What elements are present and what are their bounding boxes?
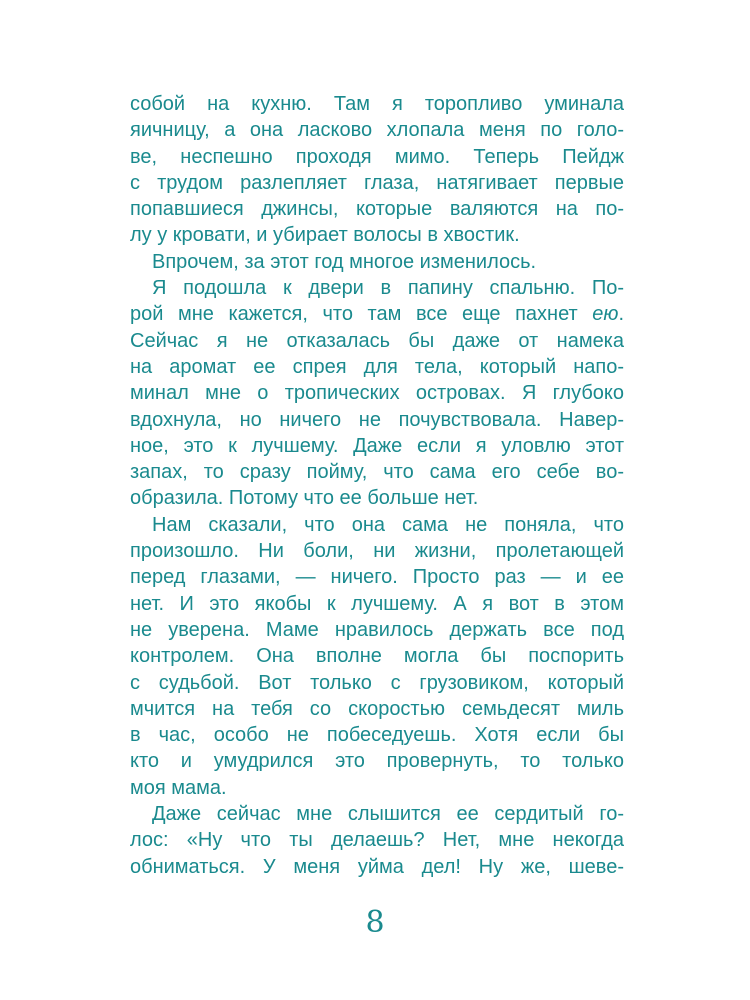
text-line: перед глазами, — ничего. Просто раз — и ее [130, 566, 624, 589]
text-line: лос: «Ну что ты делаешь? Нет, мне некогда [130, 829, 624, 852]
text-line: Нам сказали, что она сама не поняла, что [152, 513, 624, 536]
text-line: Даже сейчас мне слышится ее сердитый го- [152, 803, 624, 826]
text-line: Я подошла к двери в папину спальню. По- [152, 277, 624, 300]
text-line: на аромат ее спрея для тела, который напо- [130, 355, 624, 378]
text-line: запах, то сразу пойму, что сама его себе во- [130, 461, 624, 484]
text-line: ное, это к лучшему. Даже если я уловлю этот [130, 434, 624, 457]
text-line: образила. Потому что ее больше нет. [130, 487, 479, 510]
page-number: 8 [365, 905, 385, 940]
text-line: ве, неспешно проходя мимо. Теперь Пейдж [130, 145, 624, 168]
text-line: вдохнула, но ничего не почувствовала. Навер- [130, 408, 624, 431]
text-line: мчится на тебя со скоростью семьдесят миль [130, 697, 624, 720]
text-line: собой на кухню. Там я торопливо уминала [130, 93, 624, 115]
text-line: моя мама. [130, 776, 227, 799]
text-line: Впрочем, за этот год многое изменилось. [152, 250, 537, 273]
text-line: попавшиеся джинсы, которые валяются на по- [130, 198, 624, 221]
text-line: с судьбой. Вот только с грузовиком, который [130, 671, 624, 694]
text-line: яичницу, а она ласково хлопала меня по голо- [130, 119, 624, 142]
text-line: с трудом разлепляет глаза, натягивает первые [130, 171, 624, 194]
text-line: обниматься. У меня уйма дел! Ну же, шеве- [130, 855, 624, 878]
text-line: контролем. Она вполне могла бы поспорить [130, 645, 624, 668]
italic-word: ею [592, 303, 619, 326]
text-line: нет. И это якобы к лучшему. А я вот в этом [130, 592, 624, 615]
text-line: не уверена. Маме нравилось держать все под [130, 618, 624, 641]
text-line: рой мне кажется, что там все еще пахнет ею. [130, 303, 624, 326]
text-line: в час, особо не побеседуешь. Хотя если бы [130, 724, 624, 747]
body-text [130, 91, 624, 880]
text-line: лу у кровати, и убирает волосы в хвостик. [130, 224, 520, 247]
text-line: Сейчас я не отказалась бы даже от намека [130, 329, 624, 352]
text-line: минал мне о тропических островах. Я глубоко [130, 382, 624, 405]
text-line: кто и умудрился это провернуть, то только [130, 750, 624, 773]
text-line: произошло. Ни боли, ни жизни, пролетающей [130, 540, 624, 563]
